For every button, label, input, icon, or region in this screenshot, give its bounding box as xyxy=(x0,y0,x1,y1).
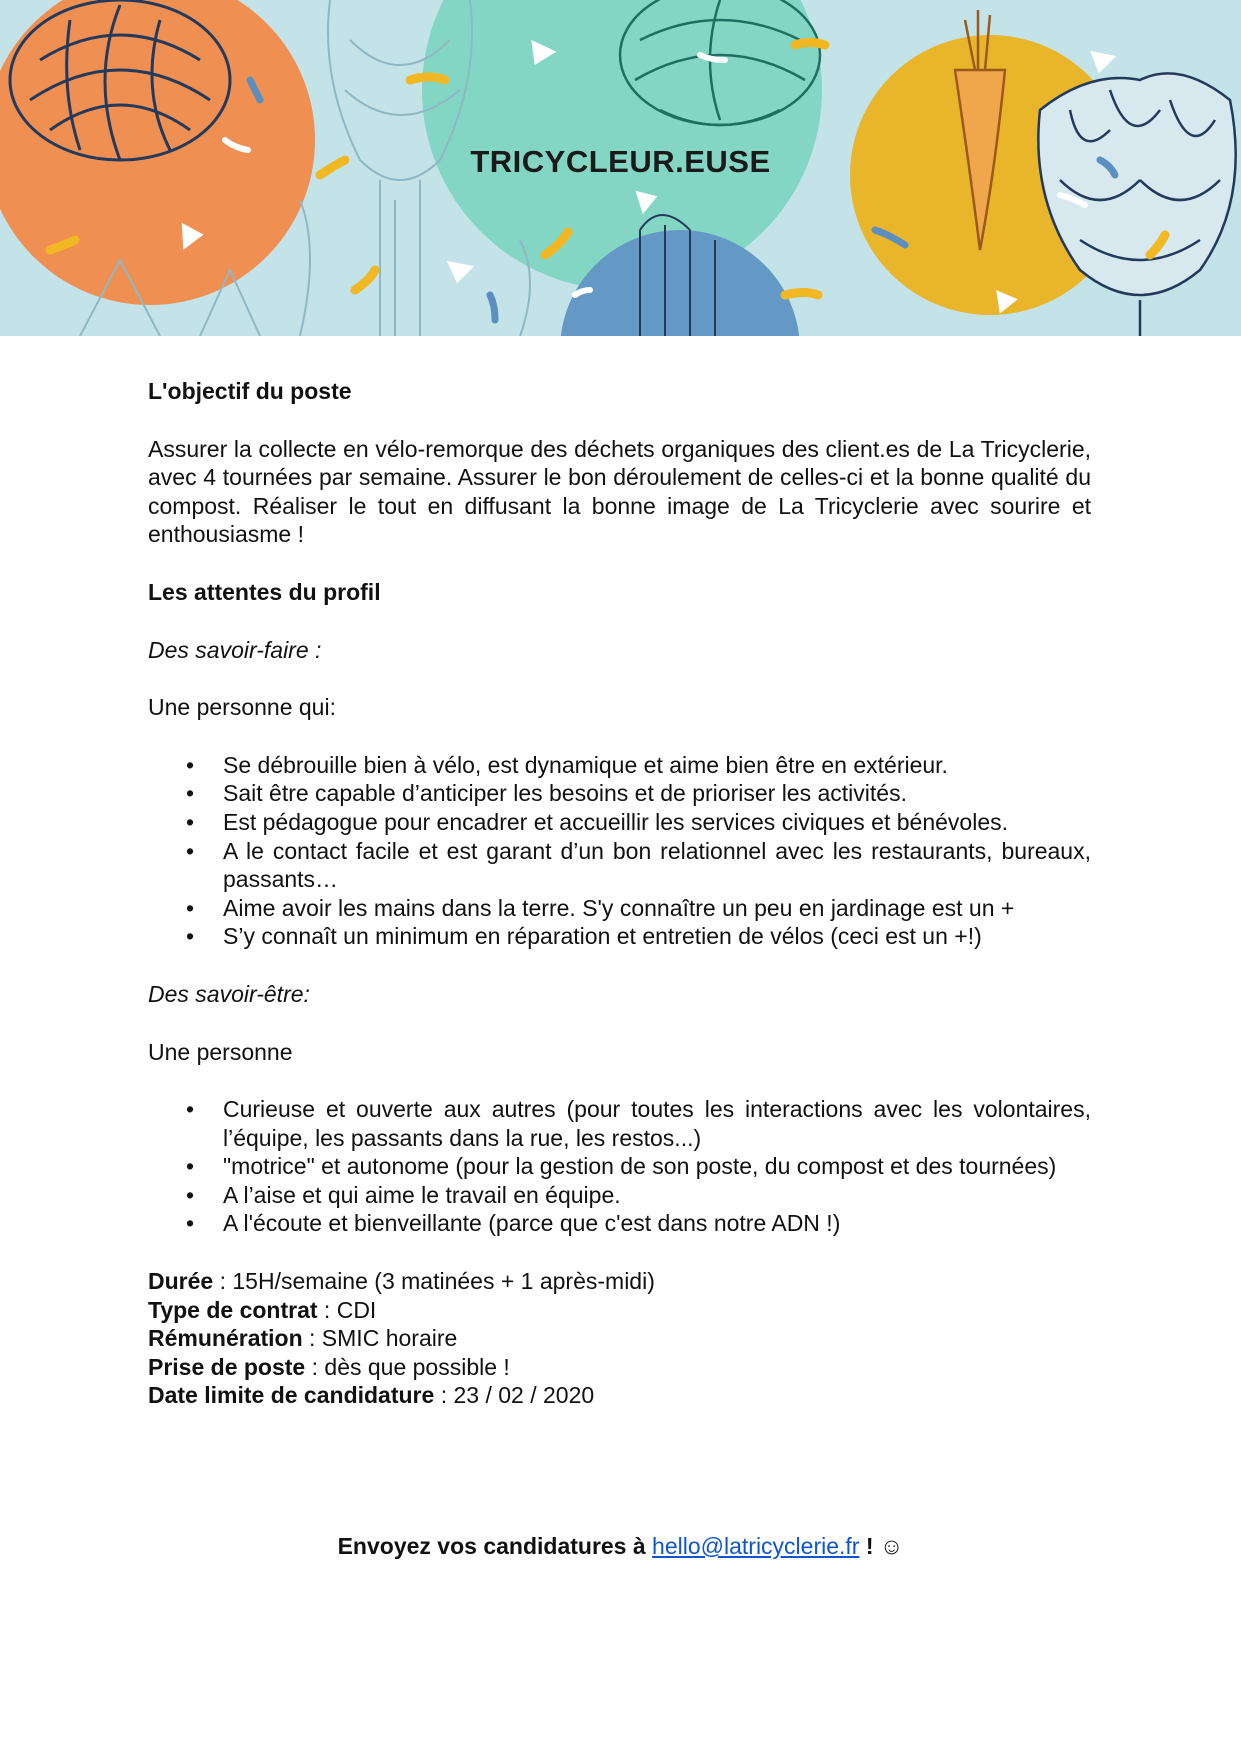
bullet-icon: • xyxy=(186,1153,195,1180)
detail-type-contrat: Type de contrat : CDI xyxy=(148,1296,377,1323)
detail-duree: Durée : 15H/semaine (3 matinées + 1 après-midi) xyxy=(148,1268,655,1295)
savoir-etre-list xyxy=(148,1095,1091,1238)
header-banner xyxy=(0,0,1241,336)
bullet-icon: • xyxy=(186,837,195,864)
list-item: • A l'écoute et bienveillante (parce que c'est dans notre ADN !) xyxy=(186,1210,841,1237)
savoir-faire-list xyxy=(148,751,1091,951)
bullet-icon: • xyxy=(186,780,195,807)
list-item: • Se débrouille bien à vélo, est dynamique et aime bien être en extérieur. xyxy=(186,751,948,778)
bullet-icon: • xyxy=(186,1096,195,1123)
detail-remuneration: Rémunération : SMIC horaire xyxy=(148,1325,458,1352)
list-item: • Curieuse et ouverte aux autres (pour toutes les interactions avec les volontaires, l’équipe, les passants dans la rue, les restos...) xyxy=(186,1096,1091,1151)
job-description xyxy=(148,377,1091,1410)
job-title: TRICYCLEUR.EUSE xyxy=(470,144,771,179)
email-link[interactable]: hello@latricyclerie.fr xyxy=(652,1533,860,1559)
bullet-icon: • xyxy=(186,894,195,921)
bullet-icon: • xyxy=(186,751,195,778)
detail-date-limite: Date limite de candidature : 23 / 02 / 2020 xyxy=(148,1382,595,1409)
list-item: • Est pédagogue pour encadrer et accueillir les services civiques et bénévoles. xyxy=(186,808,1008,835)
list-item: • S’y connaît un minimum en réparation et entretien de vélos (ceci est un +!) xyxy=(186,923,982,950)
bullet-icon: • xyxy=(186,923,195,950)
cabbage-drawing xyxy=(10,0,230,160)
list-item: • A l’aise et qui aime le travail en équipe. xyxy=(186,1181,621,1208)
bullet-icon: • xyxy=(186,808,195,835)
detail-prise-de-poste: Prise de poste : dès que possible ! xyxy=(148,1353,510,1380)
application-suffix: ! ☺ xyxy=(859,1533,904,1559)
artichoke-drawing-right xyxy=(1038,73,1235,336)
list-item: • A le contact facile et est garant d’un bon relationnel avec les restaurants, bureaux, passants… xyxy=(186,837,1091,893)
list-item: • Aime avoir les mains dans la terre. S'y connaître un peu en jardinage est un + xyxy=(186,894,1015,921)
section-heading-profil: Les attentes du profil xyxy=(148,578,381,605)
list-item: • Sait être capable d’anticiper les besoins et de prioriser les activités. xyxy=(186,780,907,807)
savoir-faire-intro: Une personne qui: xyxy=(148,694,336,721)
subheading-savoir-faire: Des savoir-faire : xyxy=(148,636,322,663)
objectif-paragraph: Assurer la collecte en vélo-remorque des déchets organiques des client.es de La Tricyclerie, avec 4 tournées par semaine. Assurer le bon déroulement de celles-ci et la bonne qualité du compost. Réaliser le tout en diffusant la bonne image de La Tricyclerie avec sourire et enthousiasme ! xyxy=(148,435,1091,548)
application-prefix: Envoyez vos candidatures à xyxy=(337,1533,653,1559)
section-heading-objectif: L'objectif du poste xyxy=(148,378,352,404)
bullet-icon: • xyxy=(186,1181,195,1208)
application-call xyxy=(0,1533,1241,1560)
list-item: • "motrice" et autonome (pour la gestion de son poste, du compost et des tournées) xyxy=(186,1153,1057,1180)
subheading-savoir-etre: Des savoir-être: xyxy=(148,980,310,1007)
savoir-etre-intro: Une personne xyxy=(148,1038,293,1065)
bullet-icon: • xyxy=(186,1210,195,1237)
